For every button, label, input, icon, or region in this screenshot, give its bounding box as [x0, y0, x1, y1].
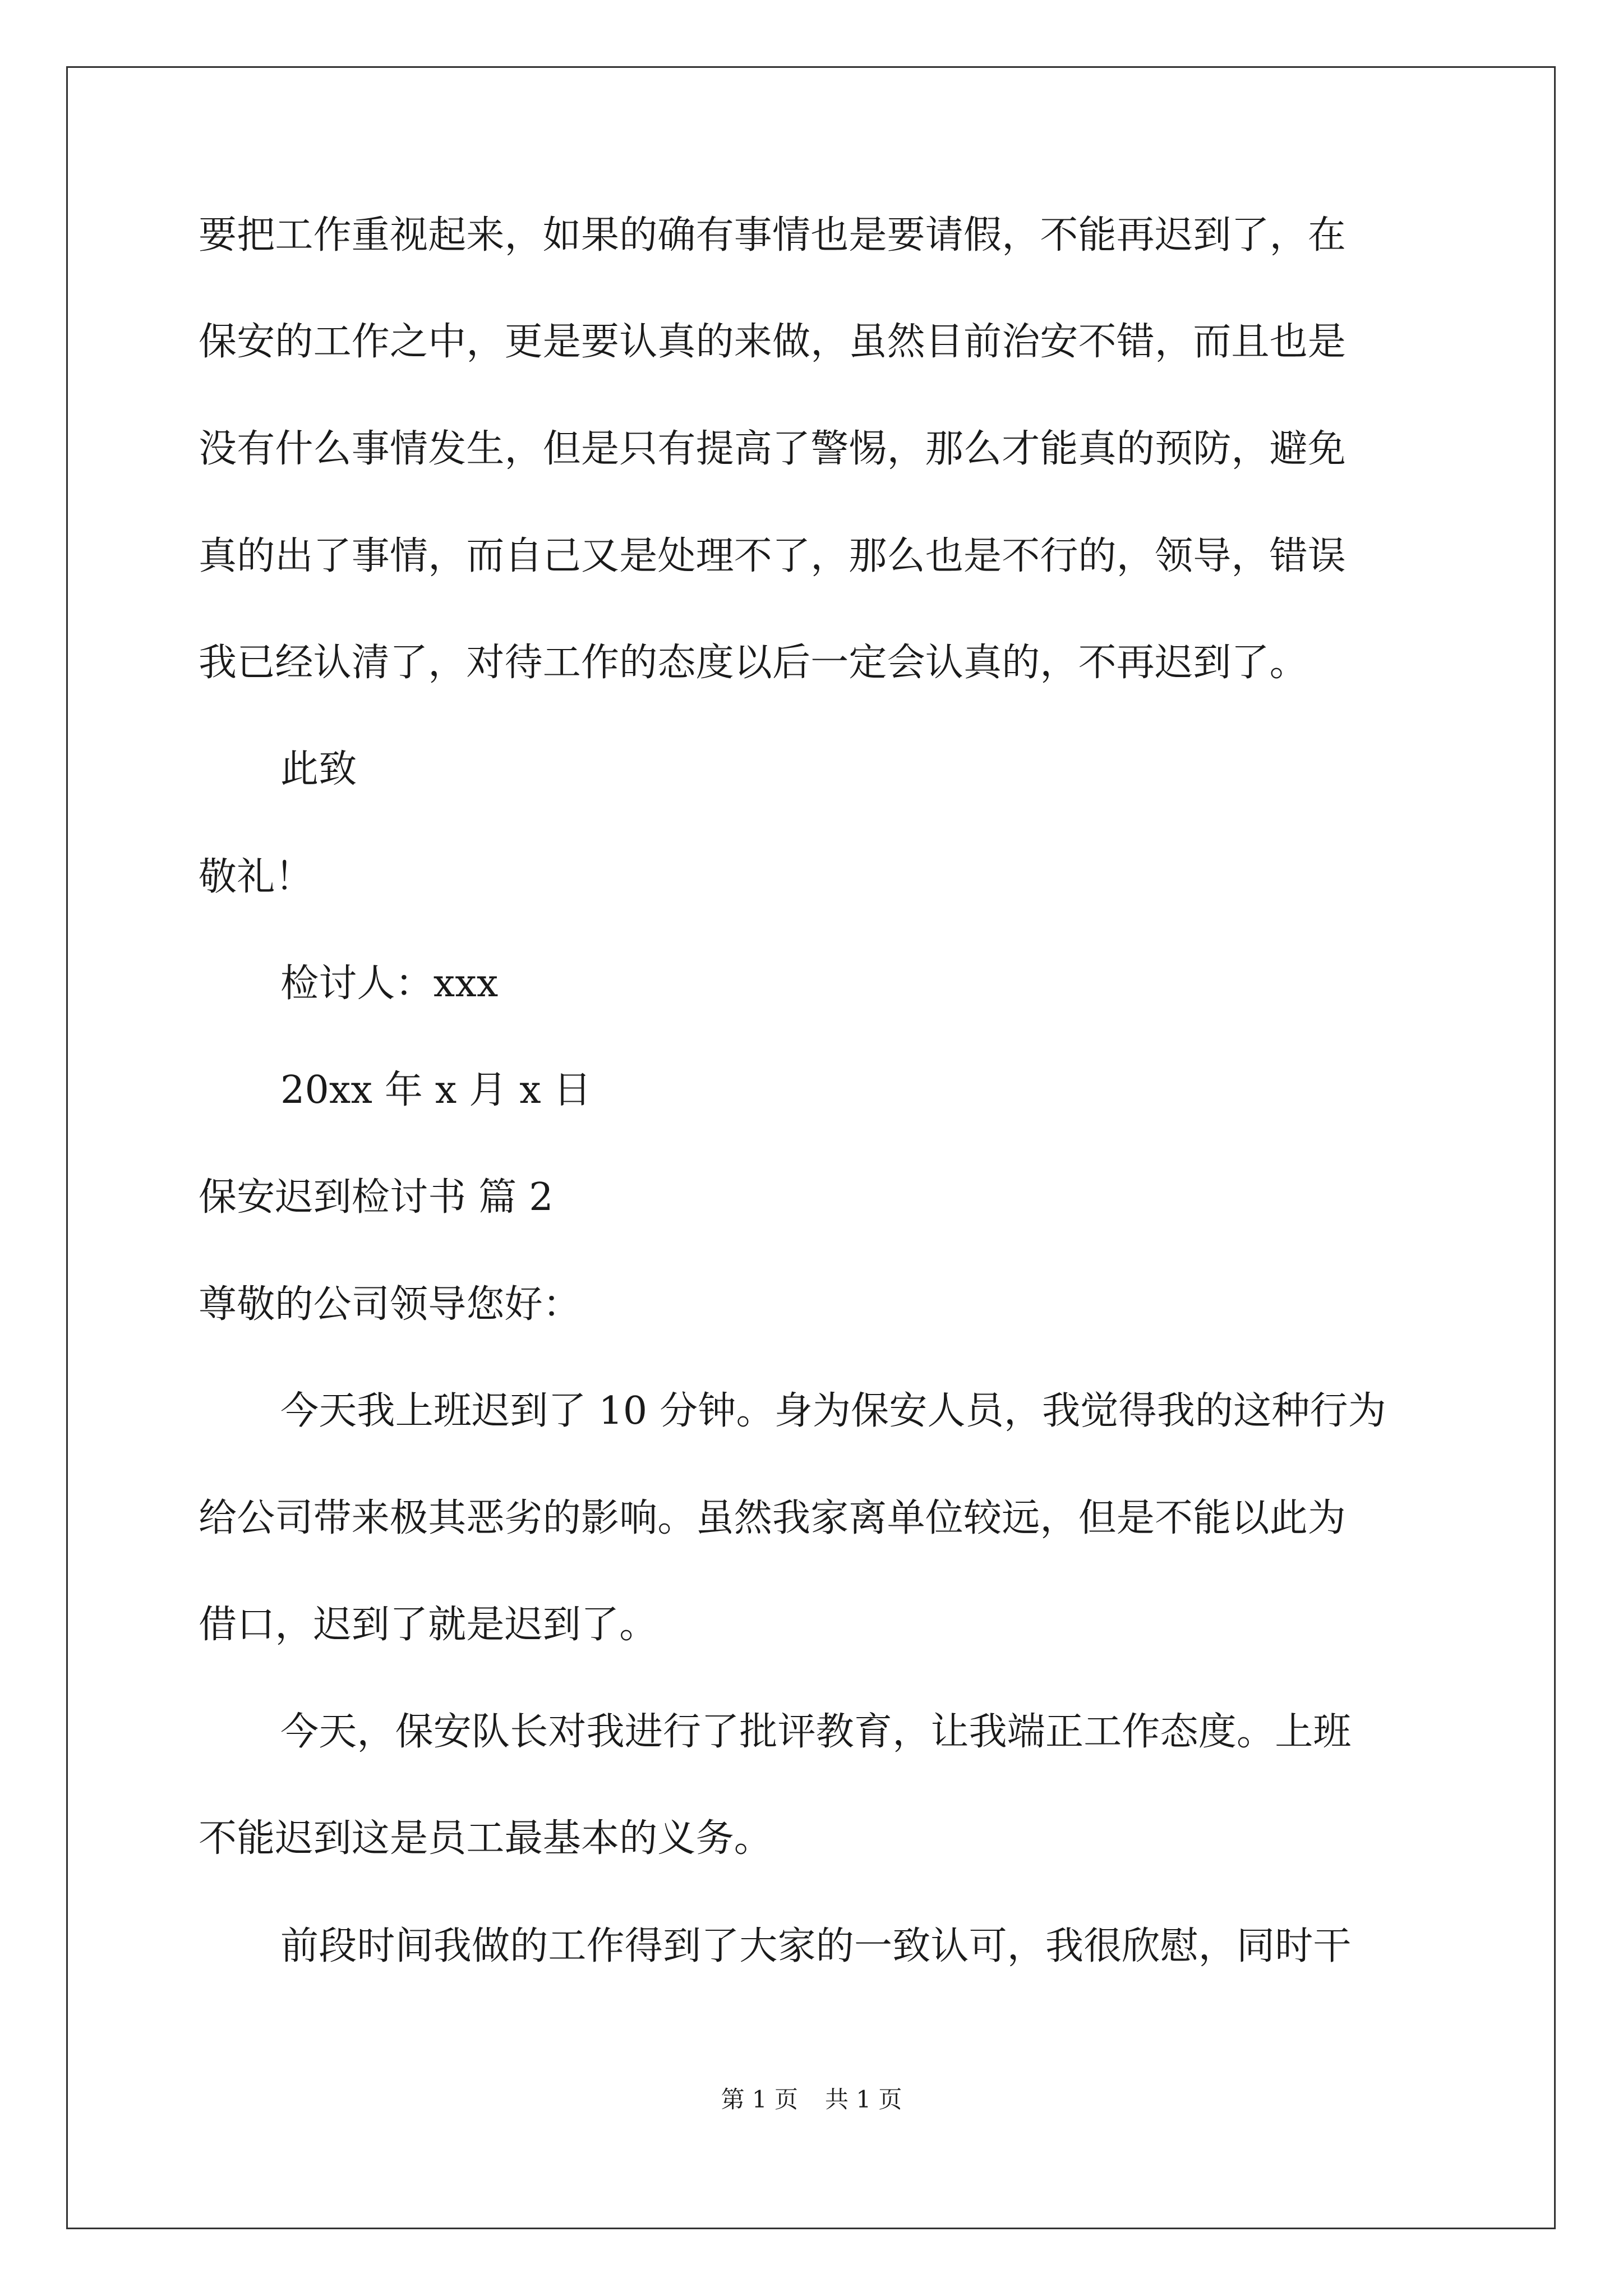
greeting-line: 尊敬的公司领导您好： [199, 1282, 582, 1327]
body-line: 没有什么事情发生，但是只有提高了警惕，那么才能真的预防，避免 [199, 427, 1347, 471]
page-border [66, 66, 1556, 2229]
page-number: 第 1 页 [721, 2086, 798, 2113]
body-line: 前段时间我做的工作得到了大家的一致认可，我很欣慰，同时干 [280, 1924, 1352, 1968]
body-line: 保安的工作之中，更是要认真的来做，虽然目前治安不错，而且也是 [199, 320, 1347, 364]
section-heading: 保安迟到检讨书 篇 2 [199, 1175, 554, 1220]
signature-line: 检讨人：xxx [280, 961, 499, 1006]
body-line: 借口，迟到了就是迟到了。 [199, 1603, 658, 1647]
page-total: 共 1 页 [825, 2086, 902, 2113]
date-line: 20xx 年 x 月 x 日 [280, 1068, 592, 1112]
closing-salutation: 此致 [280, 747, 357, 792]
body-line: 真的出了事情，而自己又是处理不了，那么也是不行的，领导，错误 [199, 534, 1347, 578]
body-line: 给公司带来极其恶劣的影响。虽然我家离单位较远，但是不能以此为 [199, 1496, 1347, 1540]
body-line: 今天，保安队长对我进行了批评教育，让我端正工作态度。上班 [280, 1710, 1352, 1754]
body-line: 今天我上班迟到了 10 分钟。身为保安人员，我觉得我的这种行为 [280, 1389, 1386, 1433]
page-footer [0, 2086, 1623, 2114]
body-line: 不能迟到这是员工最基本的义务。 [199, 1816, 773, 1861]
closing-regards: 敬礼！ [199, 855, 313, 899]
body-line: 要把工作重视起来，如果的确有事情也是要请假，不能再迟到了，在 [199, 213, 1347, 257]
body-line: 我已经认清了，对待工作的态度以后一定会认真的，不再迟到了。 [199, 641, 1308, 685]
